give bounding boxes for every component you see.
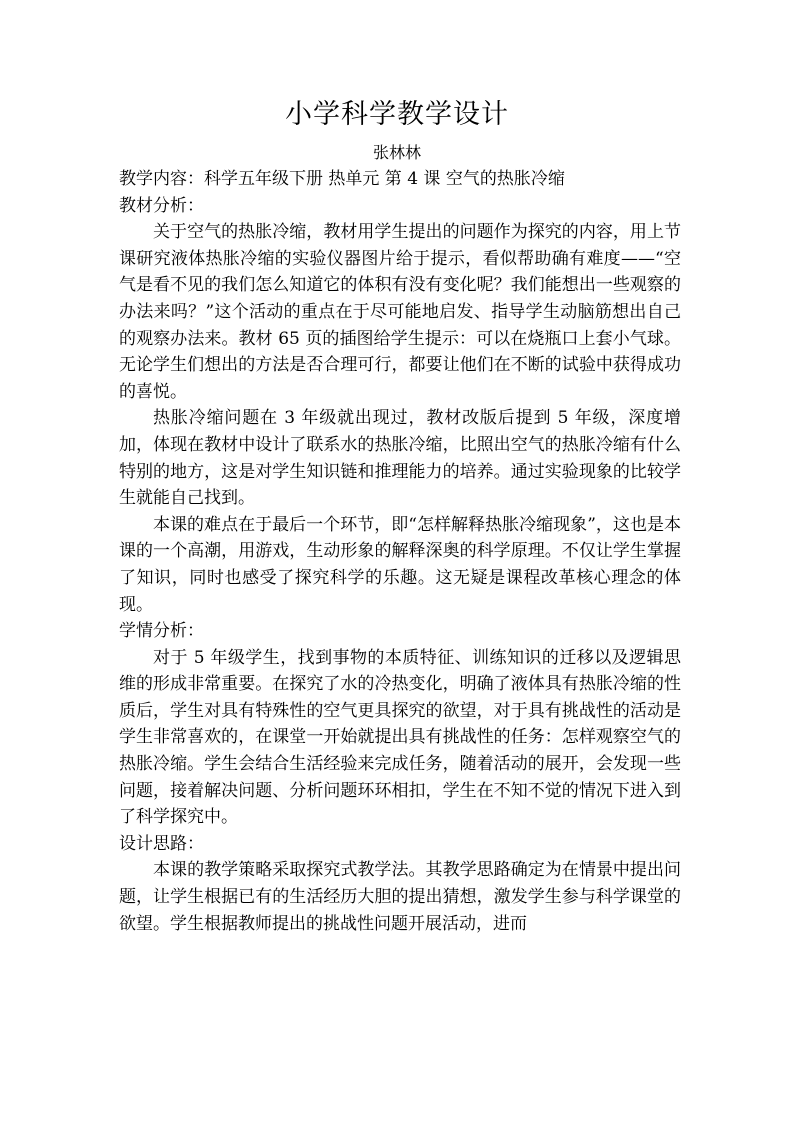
body-paragraph: 本课的教学策略采取探究式教学法。其教学思路确定为在情景中提出问题，让学生根据已有的生活经历大胆的提出猜想，激发学生参与科学课堂的欲望。学生根据教师提出的挑战性问题开展活动，进而 xyxy=(119,860,681,934)
body-paragraph: 热胀冷缩问题在 3 年级就出现过，教材改版后提到 5 年级，深度增加，体现在教材中设计了联系水的热胀冷缩，比照出空气的热胀冷缩有什么特别的地方，这是对学生知识链和推理能力的培养。通过实验现象的比较学生就能自己找到。 xyxy=(119,408,681,509)
section-heading: 教材分析： xyxy=(119,195,204,216)
section-heading: 学情分析： xyxy=(119,621,204,642)
section-textbook-analysis xyxy=(119,193,681,619)
section-student-analysis xyxy=(119,618,681,831)
section-heading: 设计思路： xyxy=(119,833,204,854)
document-body xyxy=(119,166,681,937)
author-name: 张林林 xyxy=(372,143,421,162)
teaching-content-line: 教学内容：科学五年级下册 热单元 第 4 课 空气的热胀冷缩 xyxy=(119,169,565,189)
body-paragraph: 关于空气的热胀冷缩，教材用学生提出的问题作为探究的内容，用上节课研究液体热胀冷缩的实验仪器图片给于提示，看似帮助确有难度——“空气是看不见的我们怎么知道它的体积有没有变化呢？我们能想出一些观察的办法来吗？”这个活动的重点在于尽可能地启发、指导学生动脑筋想出自己的观察办法来。教材 65 页的插图给学生提示：可以在烧瓶口上套小气球。无论学生们想出的方法是否合理可行，都要让他们在不断的试验中获得成功的喜悦。 xyxy=(119,222,681,402)
section-design-approach xyxy=(119,831,681,937)
body-paragraph: 对于 5 年级学生，找到事物的本质特征、训练知识的迁移以及逻辑思维的形成非常重要。在探究了水的冷热变化，明确了液体具有热胀冷缩的性质后，学生对具有特殊性的空气更具探究的欲望，对于具有挑战性的活动是学生非常喜欢的，在课堂一开始就提出具有挑战性的任务：怎样观察空气的热胀冷缩。学生会结合生活经验来完成任务，随着活动的展开，会发现一些问题，接着解决问题、分析问题环环相扣，学生在不知不觉的情况下进入到了科学探究中。 xyxy=(119,647,681,828)
body-paragraph: 本课的难点在于最后一个环节，即“怎样解释热胀冷缩现象”，这也是本课的一个高潮，用游戏，生动形象的解释深奥的科学原理。不仅让学生掌握了知识，同时也感受了探究科学的乐趣。这无疑是课程改革核心理念的体现。 xyxy=(119,514,681,615)
document-title: 小学科学教学设计 xyxy=(285,99,509,130)
